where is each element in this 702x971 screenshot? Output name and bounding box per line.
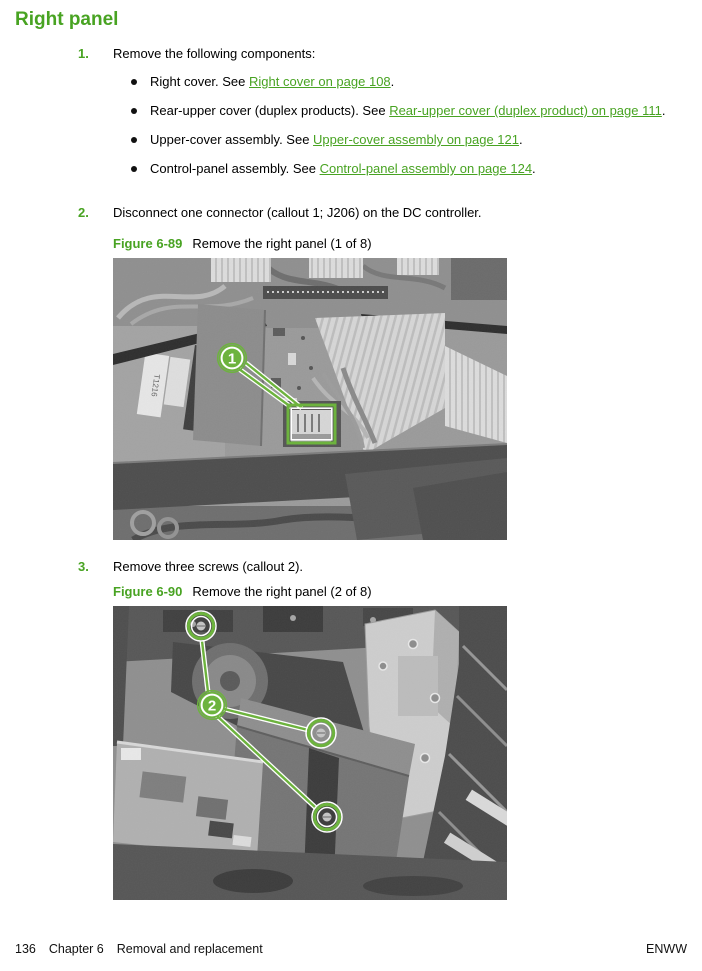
footer-section: Removal and replacement bbox=[116, 942, 263, 956]
step-3-number: 3. bbox=[78, 559, 89, 574]
list-item bbox=[131, 74, 666, 90]
figure-6-90 bbox=[113, 584, 702, 900]
figure-label: Figure 6-90 bbox=[113, 584, 183, 599]
step-1-instruction: Remove the following components: bbox=[113, 46, 316, 61]
bullet-text: Right cover. See Right cover on page 108. bbox=[150, 74, 395, 89]
list-item bbox=[131, 103, 666, 119]
bullet-text: Rear-upper cover (duplex products). See Rear-upper cover (duplex product) on page 111. bbox=[150, 103, 666, 118]
step-1-number: 1. bbox=[78, 46, 89, 61]
callout-2-number: 2 bbox=[207, 697, 217, 715]
figure-6-89-photo bbox=[113, 258, 507, 540]
page-title: Right panel bbox=[15, 9, 119, 30]
figure-6-89-caption bbox=[113, 236, 702, 252]
bullet-icon bbox=[131, 166, 137, 172]
step-2-text bbox=[113, 204, 482, 221]
bullet-icon bbox=[131, 108, 137, 114]
page-footer bbox=[15, 942, 687, 956]
figure-caption-text: Remove the right panel (2 of 8) bbox=[192, 584, 372, 599]
photo-board-label: T1216 bbox=[149, 373, 162, 398]
step-2-number: 2. bbox=[78, 205, 89, 220]
photo-background bbox=[113, 606, 507, 900]
figure-caption-text: Remove the right panel (1 of 8) bbox=[192, 236, 372, 251]
link-control-panel-assembly[interactable]: Control-panel assembly on page 124 bbox=[319, 161, 533, 176]
step-1 bbox=[78, 45, 702, 190]
figure-6-90-photo bbox=[113, 606, 507, 900]
footer-publication: ENWW bbox=[646, 942, 687, 956]
list-item bbox=[131, 161, 666, 177]
callout-2-badge bbox=[198, 691, 227, 720]
link-upper-cover-assembly[interactable]: Upper-cover assembly on page 121 bbox=[313, 132, 519, 147]
footer-page-number: 136 bbox=[15, 942, 36, 956]
link-rear-upper-cover[interactable]: Rear-upper cover (duplex product) on page 111 bbox=[389, 103, 662, 118]
step-list-continued bbox=[78, 558, 702, 575]
step-3-text bbox=[113, 558, 303, 575]
photo-background bbox=[113, 258, 507, 540]
figure-6-90-caption bbox=[113, 584, 702, 600]
list-item bbox=[131, 132, 666, 148]
footer-chapter: Chapter 6 bbox=[48, 942, 104, 956]
step-2 bbox=[78, 204, 702, 221]
bullet-icon bbox=[131, 79, 137, 85]
figure-6-89 bbox=[113, 236, 702, 540]
figure-label: Figure 6-89 bbox=[113, 236, 183, 251]
link-right-cover[interactable]: Right cover on page 108 bbox=[249, 74, 391, 89]
bullet-text: Control-panel assembly. See Control-panel assembly on page 124. bbox=[150, 161, 536, 176]
callout-1-number: 1 bbox=[227, 350, 237, 368]
step-3-instruction: Remove three screws (callout 2). bbox=[113, 559, 304, 574]
step-2-instruction: Disconnect one connector (callout 1; J206) on the DC controller. bbox=[113, 205, 482, 220]
component-list bbox=[113, 74, 666, 177]
bullet-icon bbox=[131, 137, 137, 143]
bullet-text: Upper-cover assembly. See Upper-cover assembly on page 121. bbox=[150, 132, 523, 147]
callout-1-badge bbox=[218, 344, 247, 373]
footer-left bbox=[15, 942, 276, 956]
step-1-text bbox=[113, 45, 666, 190]
step-list bbox=[78, 45, 702, 221]
step-3 bbox=[78, 558, 702, 575]
